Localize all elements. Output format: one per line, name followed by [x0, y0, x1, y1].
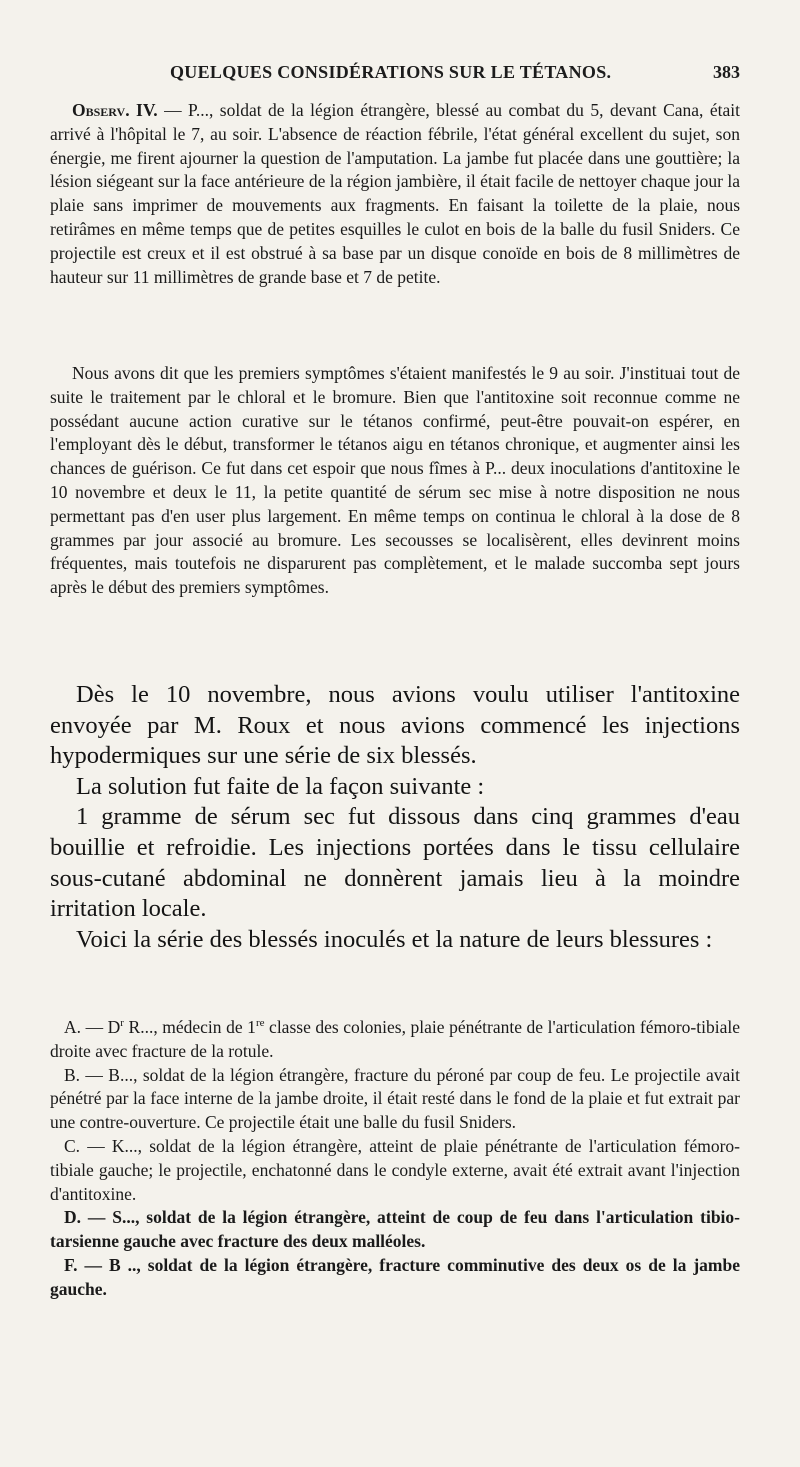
case-a-mid: R..., médecin de 1 [123, 1017, 256, 1037]
page-header [50, 62, 740, 90]
main-paragraph-2: La solution fut faite de la façon suivante : [76, 772, 485, 800]
case-a [50, 1016, 740, 1064]
case-d: D. — S..., soldat de la légion étrangère, atteint de coup de feu dans l'articulation tibio-tarsienne gauche avec fracture des deux malléoles. [50, 1207, 740, 1252]
case-a-prefix: A. — D [64, 1017, 121, 1037]
case-a-sup-2: re [255, 1017, 265, 1030]
page-number: 383 [713, 62, 740, 82]
observation-paragraph-1 [50, 99, 740, 289]
case-f: F. — B .., soldat de la légion étrangère, fracture comminutive des deux os de la jambe gauche. [50, 1254, 740, 1299]
case-a-rest: classe des colonies, plaie pénétrante de l'articulation fémoro-tibiale droite avec fracture de la rotule. [50, 1017, 740, 1061]
case-c: C. — K..., soldat de la légion étrangère, atteint de plaie pénétrante de l'articulation fémoro-tibiale gauche; le projectile, enchatonné dans le condyle externe, avait été extrait avant l'injection d'antitoxine. [50, 1135, 740, 1204]
observation-label: Observ. IV. [72, 100, 158, 120]
main-paragraph-1: Dès le 10 novembre, nous avions voulu utiliser l'antitoxine envoyée par M. Roux et nous avions commencé les injections hypodermiques sur une série de six blessés. [50, 681, 740, 770]
running-title: QUELQUES CONSIDÉRATIONS SUR LE TÉTANOS. [170, 62, 612, 82]
observation-text-2: Nous avons dit que les premiers symptômes s'étaient manifestés le 9 au soir. J'instituai tout de suite le traitement par le chloral et le bromure. Bien que l'antitoxine soit reconnue comme ne possédant aucune action curative sur le tétanos confirmé, peut-être pouvait-on espérer, en l'employant dès le début, transformer le tétanos aigu en tétanos chronique, et augmenter ainsi les chances de guérison. Ce fut dans cet espoir que nous fîmes à P... deux inoculations d'antitoxine le 10 novembre et deux le 11, la petite quantité de sérum sec mise à notre disposition ne nous permettant pas d'en user plus largement. En même temps on continua le chloral à la dose de 8 grammes par jour associé au bromure. Les secousses se localisèrent, elles devinrent moins fréquentes, mais toutefois ne disparurent pas complètement, et le malade succomba sept jours après le début des premiers symptômes. [50, 363, 740, 598]
main-paragraph-4: Voici la série des blessés inoculés et la nature de leurs blessures : [76, 925, 713, 953]
case-a-sup-1: r [120, 1017, 124, 1030]
main-paragraph-3: 1 gramme de sérum sec fut dissous dans cinq grammes d'eau bouillie et refroidie. Les injections portées dans le tissu cellulaire sous-cutané abdominal ne donnèrent jamais lieu à la moindre irritation locale. [50, 803, 740, 923]
main-text-block [50, 680, 740, 955]
case-list [50, 1016, 740, 1302]
case-b: B. — B..., soldat de la légion étrangère, fracture du péroné par coup de feu. Le projectile avait pénétré par la face interne de la jambe droite, il était resté dans le fond de la plaie et fut extrait par une contre-ouverture. Ce projectile était une balle du fusil Sniders. [50, 1064, 740, 1133]
observation-text-1: — P..., soldat de la légion étrangère, blessé au combat du 5, devant Cana, était arrivé à l'hôpital le 7, au soir. L'absence de réaction fébrile, l'état général excellent du sujet, son énergie, me firent ajourner la question de l'amputation. La jambe fut placée dans une gouttière; la lésion siégeant sur la face antérieure de la région jambière, il était facile de nettoyer chaque jour la plaie sans imprimer de mouvements aux fragments. En faisant la toilette de la plaie, nous retirâmes en même temps que de petites esquilles le culot en bois de la balle du fusil Sniders. Ce projectile est creux et il est obstrué à sa base par un disque conoïde en bois de 8 millimètres de hauteur sur 11 millimètres de grande base et 7 de petite. [50, 100, 740, 287]
observation-paragraph-2 [50, 362, 740, 600]
